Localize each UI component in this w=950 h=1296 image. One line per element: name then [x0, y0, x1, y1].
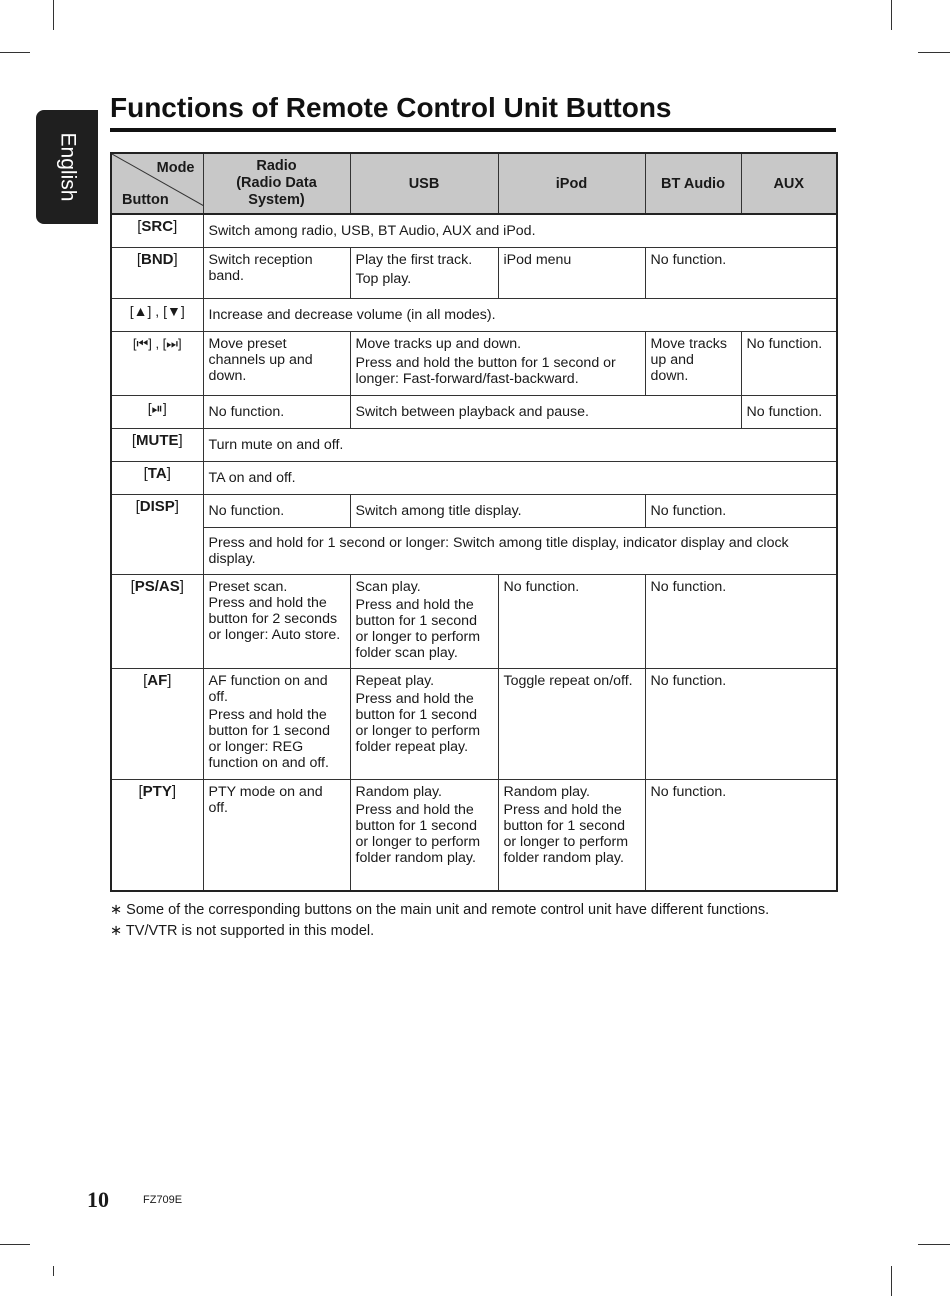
- cell: No function.: [645, 247, 837, 298]
- cell-text: Random play.: [355, 783, 442, 800]
- cell-text: Press and hold the button for 1 second or longer: REG function on and off.: [208, 706, 330, 771]
- cell: Turn mute on and off.: [203, 428, 837, 461]
- language-tab-label: English: [56, 132, 80, 202]
- button-play-pause: [⏯]: [111, 395, 203, 428]
- cell: No function.: [203, 395, 350, 428]
- model-code: FZ709E: [143, 1194, 183, 1206]
- button-af: [AF]: [111, 668, 203, 779]
- table-row: [111, 574, 837, 668]
- crop-mark: [53, 0, 54, 30]
- footnotes: [110, 900, 769, 942]
- table-row: [111, 331, 837, 395]
- cell-text: Press and hold the button for 1 second or longer to perform folder repeat play.: [355, 690, 481, 755]
- table-row: [111, 527, 837, 574]
- button-disp-label: DISP: [139, 497, 175, 515]
- button-ta-label: TA: [147, 464, 167, 482]
- header-ipod: iPod: [498, 153, 645, 214]
- button-mute: [MUTE]: [111, 428, 203, 461]
- table-row: [111, 779, 837, 891]
- button-pty: [PTY]: [111, 779, 203, 891]
- table-row: [111, 668, 837, 779]
- cell: Press and hold for 1 second or longer: Switch among title display, indicator display and clock display.: [203, 527, 837, 574]
- header-bt-audio: BT Audio: [645, 153, 741, 214]
- button-psas: [PS/AS]: [111, 574, 203, 668]
- page-number: 10: [87, 1187, 109, 1212]
- cell-text: Repeat play.: [355, 672, 435, 689]
- cell: No function.: [498, 574, 645, 668]
- cell: [498, 779, 645, 891]
- cell: No function.: [741, 395, 837, 428]
- cell: Toggle repeat on/off.: [498, 668, 645, 779]
- cell-text: Press and hold the button for 1 second or longer to perform folder random play.: [355, 801, 481, 866]
- header-usb: USB: [350, 153, 498, 214]
- crop-mark: [0, 1244, 30, 1245]
- cell: Switch among title display.: [350, 494, 645, 527]
- button-ta: [TA]: [111, 461, 203, 494]
- table-row: [111, 428, 837, 461]
- table-row: [111, 247, 837, 298]
- button-pty-label: PTY: [142, 782, 172, 800]
- button-src-label: SRC: [141, 218, 174, 235]
- cell: No function.: [741, 331, 837, 395]
- crop-mark: [918, 52, 950, 53]
- crop-mark: [918, 1244, 950, 1245]
- cell: [350, 668, 498, 779]
- page-title: Functions of Remote Control Unit Buttons: [110, 92, 672, 123]
- cell-text: Random play.: [503, 783, 590, 800]
- cell: PTY mode on and off.: [203, 779, 350, 891]
- cell: [350, 247, 498, 298]
- crop-mark: [891, 0, 892, 30]
- corner-header: [111, 153, 203, 214]
- button-bnd-label: BND: [141, 250, 174, 268]
- functions-table: [110, 152, 838, 892]
- cell: No function.: [645, 574, 837, 668]
- button-af-label: AF: [147, 671, 168, 689]
- cell: Preset scan. Press and hold the button for 2 seconds or longer: Auto store.: [203, 574, 350, 668]
- cell: No function.: [645, 779, 837, 891]
- cell-text: Press and hold the button for 1 second or longer: Fast-forward/fast-backward.: [355, 354, 616, 387]
- cell: [350, 779, 498, 891]
- cell-text: Press and hold the button for 1 second or longer to perform folder scan play.: [355, 596, 481, 661]
- button-src: [SRC]: [111, 214, 203, 247]
- button-bnd: [BND]: [111, 247, 203, 298]
- header-row: [111, 153, 837, 214]
- crop-mark: [53, 1266, 54, 1276]
- button-volume: [▲] , [▼]: [111, 298, 203, 331]
- table-row: [111, 395, 837, 428]
- cell: No function.: [645, 668, 837, 779]
- footnote: ∗ TV/VTR is not supported in this model.: [110, 923, 375, 939]
- cell-text: Move tracks up and down.: [355, 335, 522, 352]
- cell-text: AF function on and off.: [208, 672, 328, 705]
- table-row: [111, 461, 837, 494]
- cell: No function.: [203, 494, 350, 527]
- footnote: ∗ Some of the corresponding buttons on the main unit and remote control unit have different functions.: [110, 902, 770, 918]
- header-radio: Radio (Radio Data System): [203, 153, 350, 214]
- language-tab-label-wrap: [36, 110, 98, 224]
- cell: Switch between playback and pause.: [350, 395, 741, 428]
- button-psas-label: PS/AS: [134, 577, 180, 595]
- button-skip: [⏮] , [⏭]: [111, 331, 203, 395]
- title-rule: [110, 128, 836, 132]
- cell-text: Play the first track.: [355, 251, 473, 268]
- crop-mark: [891, 1266, 892, 1296]
- cell: iPod menu: [498, 247, 645, 298]
- cell: [350, 331, 645, 395]
- table-row: [111, 494, 837, 527]
- header-aux: AUX: [741, 153, 837, 214]
- button-mute-label: MUTE: [136, 431, 179, 449]
- cell-text: Scan play.: [355, 578, 421, 595]
- crop-mark: [0, 52, 30, 53]
- cell: Switch among radio, USB, BT Audio, AUX and iPod.: [203, 214, 837, 247]
- cell-text: Press and hold the button for 1 second or longer to perform folder random play.: [503, 801, 629, 866]
- cell: No function.: [645, 494, 837, 527]
- cell: Move preset channels up and down.: [203, 331, 350, 395]
- cell: Move tracks up and down.: [645, 331, 741, 395]
- mode-label: Mode: [156, 160, 195, 176]
- cell: TA on and off.: [203, 461, 837, 494]
- cell: Switch reception band.: [203, 247, 350, 298]
- table-row: [111, 214, 837, 247]
- cell: [203, 668, 350, 779]
- cell: [350, 574, 498, 668]
- button-disp: [DISP]: [111, 494, 203, 574]
- cell-text: Top play.: [355, 270, 412, 287]
- button-label: Button: [122, 192, 169, 208]
- cell: Increase and decrease volume (in all modes).: [203, 298, 837, 331]
- table-row: [111, 298, 837, 331]
